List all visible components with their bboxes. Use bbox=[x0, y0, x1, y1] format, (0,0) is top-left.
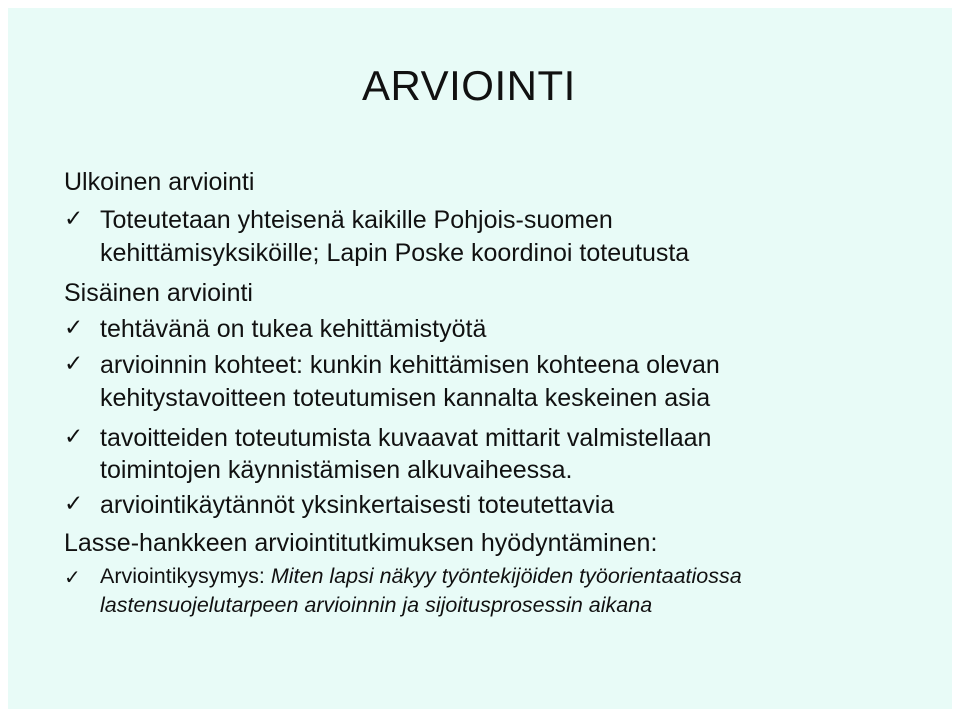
slide-title-text: ARVIOINTI bbox=[362, 62, 576, 109]
internal-item-2-line-1: arvioinnin kohteet: kunkin kehittämisen kohteena olevan bbox=[100, 351, 720, 379]
internal-item-4: arviointikäytännöt yksinkertaisesti toteutettavia bbox=[100, 491, 615, 519]
lasse-item-1-question: Miten lapsi näkyy työntekijöiden työorientaatiossa bbox=[270, 564, 742, 588]
check-icon: ✓ bbox=[64, 567, 81, 589]
lasse-item-1-line-2: lastensuojelutarpeen arvioinnin ja sijoitusprosessin aikana bbox=[100, 593, 653, 617]
check-icon: ✓ bbox=[64, 350, 84, 376]
section-heading-lasse: Lasse-hankkeen arviointitutkimuksen hyödyntäminen: bbox=[64, 529, 658, 557]
external-item-1-line-1: Toteutetaan yhteisenä kaikille Pohjois-suomen bbox=[100, 206, 613, 234]
internal-item-2-line-2: kehitystavoitteen toteutumisen kannalta keskeinen asia bbox=[100, 384, 711, 412]
internal-item-1: tehtävänä on tukea kehittämistyötä bbox=[100, 315, 487, 343]
section-heading-internal: Sisäinen arviointi bbox=[64, 279, 253, 307]
check-icon: ✓ bbox=[64, 490, 84, 516]
lasse-item-1-prefix: Arviointikysymys: bbox=[100, 564, 271, 588]
internal-item-3-line-2: toimintojen käynnistämisen alkuvaiheessa. bbox=[100, 456, 573, 484]
external-item-1-line-2: kehittämisyksiköille; Lapin Poske koordinoi toteutusta bbox=[100, 239, 690, 267]
check-icon: ✓ bbox=[64, 314, 84, 340]
check-icon: ✓ bbox=[64, 423, 84, 449]
lasse-item-1-line-1 bbox=[100, 564, 742, 589]
check-icon: ✓ bbox=[64, 205, 84, 231]
internal-item-3-line-1: tavoitteiden toteutumista kuvaavat mittarit valmistellaan bbox=[100, 424, 712, 452]
section-heading-external: Ulkoinen arviointi bbox=[64, 168, 255, 196]
